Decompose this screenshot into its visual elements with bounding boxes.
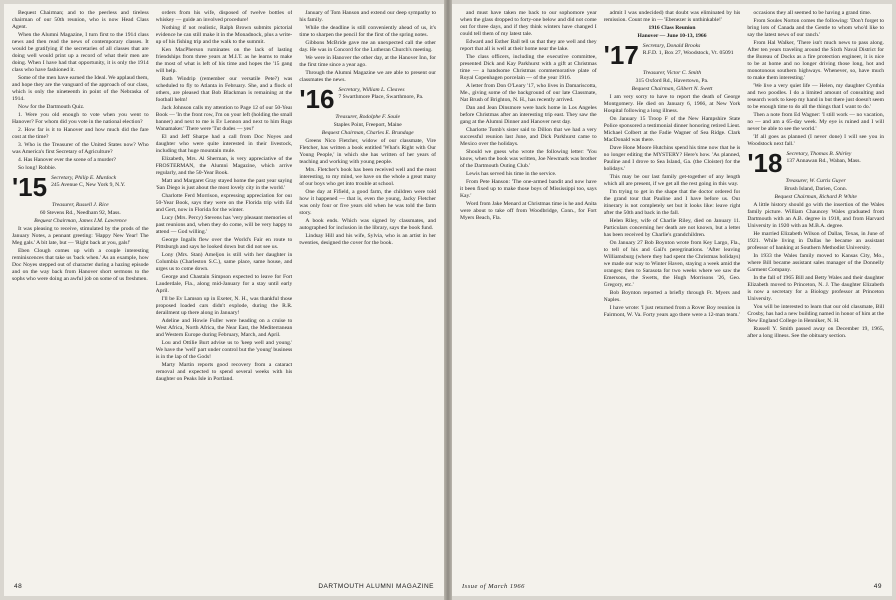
reunion-notice: 1916 Class Reunion [648, 25, 696, 31]
class-secretary: Secretary, Philip E. Murdock [51, 175, 117, 181]
column-paragraph: El and Jeff Sharpe had a call from Doc Noyes and daughter who were quite interested in their livestock, including that huge mountain mule. [155, 134, 293, 154]
left-page-number: 48 [14, 583, 23, 590]
left-footer [14, 583, 434, 590]
column-paragraph: I have wrote: 'I just returned from a Rover Boy reunion in Fairmont, W. Va. Forty years ago there were a 12-man team.' [603, 305, 741, 318]
column-paragraph: A book ends. Which was signed by classmates, and autographed for inclusion in the library, says the book fund. [299, 218, 437, 231]
column-paragraph: One day at Fifield, a good farm, the children were told how it happened — that is, even the young, Jacky Fletcher was only four or five years old when he was told the farm story. [299, 189, 437, 216]
column-paragraph: I am very sorry to have to report the death of George Montgomery. He died on January 6, 1966, at New York Hospital following a long illness. [603, 94, 741, 114]
left-columns [12, 10, 436, 574]
column-paragraph: From Hal Walker, 'There isn't much news to pass along. After ten years traveling around the Sixth Naval District for the Bureau of Docks as a fire protection engineer, it is nice to be at home and no longer driving those long, hot and monotonous southern highways. Whenever, so, have much to make them interesting.' [747, 40, 885, 81]
right-column-2 [604, 10, 741, 574]
class-bequest: Bequest Chairman, James I.M. Lawrence [34, 218, 127, 224]
class-header [299, 84, 436, 114]
class-secretary-addr: 7 Swarthmore Place, Swarthmore, Pa. [338, 94, 424, 100]
column-paragraph: Lindsay Hill and his wife, Sylvia, who is an artist in her twenties, designed the cover for the book. [299, 233, 437, 246]
magazine-title: DARTMOUTH ALUMNI MAGAZINE [318, 583, 434, 590]
column-paragraph: Charlotte Tomb's sister said to Dillon that we had a very successful reunion last June, and Dick Parkhurst came to Mexico over the holidays. [460, 127, 597, 147]
column-paragraph: Some of the men have earned the Ideal. We applaud them, and hope they are the vanguard of the approach of our class, which is only the nineteenth in point of the Nebraska of 1914. [12, 75, 149, 102]
column-paragraph: Greens Nico Fletcher, widow of our classmate, Vire Fletcher, has written a book entitled 'What's Right with Our Young People,' in which she has written of her years of teaching and working with young people. [299, 138, 437, 165]
column-paragraph: Lewis has served his time in the service. [466, 171, 557, 177]
column-paragraph: Dan and Jean Dinsmore were back home in Los Angeles before Christmas after an interesting trip east. They saw the gang at the Alumni Dinner and Hanover next day. [460, 105, 597, 125]
class-treasurer-addr: Staples Point, Freeport, Maine [333, 122, 402, 128]
column-paragraph: A little history should go with the insertion of the Wales family picture. William Chauncey Wales graduated from Dartmouth with an A.B. degree in 1918, and from Harvard University in 1920 with an M.B.A. degree. [747, 202, 885, 229]
column-paragraph: On January 15 Troop F of the New Hampshire State Police sponsored a testimonial dinner honoring retired Lieut. Michael Colbert at the Fadie Wagner of Sea Ridge. Clark MacDonald was there. [603, 116, 741, 143]
class-treasurer-addr: Brush Island, Darien, Conn. [784, 186, 848, 192]
column-paragraph: Lou and Ottilie Burt advise us to 'keep well and young.' We have the 'well' part under control but the 'young' business is in the lap of the Gods! [155, 340, 293, 360]
column-paragraph: Bequest Chairman; and to the peerless and tireless chairman of our 50th reunion, who is now Head Class Agent. [12, 10, 149, 30]
left-column-3 [299, 10, 436, 574]
left-page [4, 4, 444, 596]
column-paragraph: Gibbons McBride gave me an unexpected call the other day. He was in Concord for the Lutheran Church's meeting. [299, 40, 437, 53]
column-paragraph: George Ingalls flew over the World's Fair en route to Pittsburgh and says he looked down but did not see us. [155, 237, 293, 250]
column-paragraph: orders from his wife, disposed of twelve bottles of whiskey — guide an involved procedure! [155, 10, 293, 23]
class-year-number: '17 [603, 40, 639, 70]
class-year-number: '16 [299, 84, 335, 114]
column-paragraph: We were in Hanover the other day, at the Hanover Inn, for the first time since a year ago. [299, 55, 437, 68]
class-officers [51, 175, 125, 189]
class-treasurer-addr: 315 Oxford Rd., Havertown, Pa. [635, 78, 709, 84]
column-paragraph: Now for the Dartmouth Quiz. [18, 104, 85, 110]
column-paragraph: Adeline and Howie Fuller were heading on a cruise to West Africa, North Africa, the Near East, the Mediterranean and Western Europe during February, March, and April. [155, 318, 293, 338]
right-column-1 [460, 10, 597, 574]
column-paragraph: Should we guess who wrote the following letter: 'You know, when the book was written, Joe Newmark was brother of the Dartmouth Outing Club.' [460, 149, 597, 169]
left-column-1 [12, 10, 149, 574]
column-paragraph: Through the Alumni Magazine we are able to present our classmates the news. [299, 70, 437, 83]
class-officers [338, 87, 423, 101]
right-columns [460, 10, 884, 574]
right-page [452, 4, 892, 596]
right-footer [462, 583, 882, 590]
class-secretary-addr: R.F.D. 1, Box 27, Woodstock, Vt. 05091 [642, 50, 734, 56]
class-bequest: Bequest Chairman, Richard P. White [774, 194, 857, 200]
column-paragraph: Ken MacPherson ruminates on the lack of lasting friendships from three years at M.I.T. as he learns to make the most of what is left of his time and hopes the '15 gang will help. [155, 47, 293, 74]
class-secretary: Secretary, Thomas B. Shirley [786, 151, 852, 157]
class-treasurer: Treasurer, Victor C. Smith [642, 70, 702, 76]
column-paragraph: and must have taken me back to our sophomore year when the glass dropped to forty-one below and did not come out for three days, and if they think winters have changed I could tell them of my latest tale. [460, 10, 597, 37]
class-year-number: '18 [747, 148, 783, 178]
class-secretary-addr: 245 Avenue C, New York 9, N.Y. [51, 182, 126, 188]
column-paragraph: Ruth Windrip (remember our versatile Pete?) was scheduled to fly to Atlanta in February. She, and a flock of others, are pleased that Bob Blackman is remaining at the football helm! [155, 76, 293, 103]
class-treasurer: Treasurer, W. Curtis Guyer [785, 178, 846, 184]
class-bequest: Bequest Chairman, Gilbert N. Swett [631, 86, 713, 92]
column-paragraph: A letter from Don O'Leary '17, who lives in Damariscotta, Me., giving some of the background of our late Classmate, Nat Brush of Brighton, N. H., has recently arrived. [460, 83, 597, 103]
column-paragraph: The class officers, including the executive committee, presented Dick and Kay Parkhurst with a gift at Christmas time — a handsome Christmas commemorative plate of Royal Copenhagen porcelain — of the year 1916. [460, 54, 597, 81]
column-paragraph: 4. Has Hanover ever the scene of a murder? [18, 157, 116, 163]
right-page-number: 49 [873, 583, 882, 590]
class-header [603, 40, 741, 70]
column-paragraph: Mrs. Fletcher's book has been received well and the most interesting, to my mind, we have on the whole a great many of our boys who get into trouble at school. [299, 167, 437, 187]
column-paragraph: Edward and Esther Ball tell us that they are well and they report that all is well at their home near the lake. [460, 39, 597, 52]
class-header [12, 172, 149, 202]
column-paragraph: On January 27 Bob Boynton wrote from Key Largo, Fla., to tell of his and Gail's peregrinations. 'After leaving Williamsburg (where they had spent the Christmas holidays) we made our way to Winter Haven, staying a week amid the oranges; then to Sarasota for two weeks where we saw the Emersons, the Swetts, the Hugh Morrisons '26, Geo. Gregory, etc.' [603, 240, 741, 288]
column-paragraph: January of Tom Hanson and extend our deep sympathy to his family. [299, 10, 437, 23]
column-paragraph: Jack Johnson calls my attention to Page 12 of our 50-Year Book — 'In the front row, I'm on your left (holding the small banner) and next to me is Ev Lennon and next to him Rugs Wanamaker.' There were 'Tut dudes — yes!' [155, 105, 293, 132]
column-paragraph: When the Alumni Magazine, I turn first to the 1914 class news and then read the news of contemporary classes. It would be gratifying if the secretaries of all classes that are doing well would print up a record of what their men are doing. When I have had that opportunity, it is only the 1914 class who have fashioned it. [12, 32, 149, 73]
column-paragraph: Russell Y. Smith passed away on December 19, 1965, after a long illness. See the obituary section. [747, 326, 885, 339]
column-paragraph: Charlotte Ferd Morrison, expressing appreciation for our 50-Year Book, says they were on the Florida trip with Ed and Gert, now in Florida for the winter. [155, 193, 293, 213]
column-paragraph: He married Elizabeth Wilson of Dallas, Texas, in June of 1921. While living in Dallas he became an assistant professor of banking at Southern Methodist University. [747, 231, 885, 251]
class-treasurer-addr: 60 Stevens Rd., Needham 92, Mass. [39, 210, 121, 216]
class-officers [643, 43, 734, 57]
column-paragraph: Helen Riley, wife of Charlie Riley, died on January 11. Particulars concerning her death are not known, but a letter has been received by Charlie's grandchildren. [603, 218, 741, 238]
column-paragraph: From Pete Hanson: 'The one-armed bandit and now have it been fixed up to make those boys of Mississippi too, says Kay.' [460, 179, 597, 199]
column-paragraph: 2. How far is it to Hanover and how much did the fare cost at the time? [12, 127, 149, 140]
class-secretary: Secretary, Donald Brooks [642, 43, 701, 49]
class-treasurer: Treasurer, Rodolphe F. Soule [335, 114, 400, 120]
column-paragraph: It was pleasing to receive, stimulated by the prods of the January Notes, a pennant greeting: 'Happy New Year! The Meg gals.' A bit late, but — 'Right back at you, gals!' [12, 226, 149, 246]
column-paragraph: In 1933 the Wales family moved to Kansas City, Mo., where Bill became assistant sales manager of the Donnelly Garment Company. [747, 253, 885, 273]
column-paragraph: 1. Were you old enough to vote when you went to Hanover? For whom did you vote in the national election? [12, 112, 149, 125]
left-column-2 [156, 10, 293, 574]
right-column-3 [747, 10, 884, 574]
reunion-notice: Hanover — June 10-13, 1966 [637, 33, 707, 39]
class-header [747, 148, 884, 178]
class-bequest: Bequest Chairman, Charles E. Brundage [321, 130, 414, 136]
column-paragraph: Elizabeth, Mrs. Al Sherman, is very appreciative of the FROSTERMAN, the Alumni Magazine, which arrive regularly, and the 50-Year Book. [155, 156, 293, 176]
column-paragraph: This may be our last family get-together of any length which all are present, if we get all the rest going in this way. [603, 174, 741, 187]
column-paragraph: Nothing if not realistic, Ralph Brown submits pictorial evidence he can still make it in the Monadnock, plus a write-up of his fishing trip and the walk to the summit. [155, 25, 293, 45]
binding-gutter [444, 0, 452, 600]
column-paragraph: Eben Clough comes up with a couple interesting reminiscences that take us 'back when.' As an example, how Doc Noyes stepped out of character during a hazing episode and on the way back from Hanover short sermons to the sophs who were doing an awful job on some of us freshmen. [12, 248, 149, 282]
issue-date: Issue of March 1966 [462, 583, 525, 590]
column-paragraph: Then a note from Ed Wagner: 'I still work — no vacation, no — and am a 65-day week. My eye is ruined and I will never be able to see the world.' [747, 112, 885, 132]
column-paragraph: I'm trying to get in the shape that the doctor ordered for the grand tour that Pauline and I have before us. Our itinerary is not completely set but it looks like: leave right after the 50th and back in the fall. [603, 189, 741, 216]
column-paragraph: From Soules Norton comes the following: 'Don't forget to bring lots of Canada and the Gentle to whom who'd like to say the latest news of our ranch.' [747, 18, 885, 38]
column-paragraph: George and Chastain Simpson expected to leave for Fort Lauderdale, Fla., along mid-January for a stay until early April. [155, 274, 293, 294]
column-paragraph: I'll be Ev Lamson up in Exeter, N. H., was thankful those proposed loaded cars didn't explode, during the R.R. derailment up there along in January! [155, 296, 293, 316]
column-paragraph: Bob Boynton reported a briefly through Ft. Myers and Naples. [603, 290, 741, 303]
column-paragraph: 'We live a very quiet life — Helen, my daughter Cynthia and two poodles. I do a limited amount of consulting and research work to keep my hand in but there just doesn't seem to be enough time to do all the things that I want to do.' [747, 83, 885, 110]
column-paragraph: Marty Martin reports good recovery from a cataract removal and expected to spend several weeks with his daughter on Peaks Isle in Portland. [155, 362, 293, 382]
column-paragraph: occasions they all seemed to be having a grand time. [753, 10, 872, 16]
column-paragraph: Matt and Margaret Gray stayed home the past year saying 'San Diego is just about the most lovely city in the world.' [155, 178, 293, 191]
class-secretary-addr: 137 Annawan Rd., Waban, Mass. [786, 158, 861, 164]
column-paragraph: 'If all goes as planned (I never done) I will see you in Woodstock next fall.' [747, 134, 885, 147]
column-paragraph: Lucy (Mrs. Percy) Stevens has 'very pleasant memories of past reunions and, when they do come, will be very happy to attend — God willing.' [155, 215, 293, 235]
column-paragraph: 3. Who is the Treasurer of the United States now? Who was America's first Secretary of Agriculture? [12, 142, 149, 155]
class-secretary: Secretary, William L. Cleaves [338, 87, 405, 93]
column-paragraph: Word from Jake Menard at Christmas time is he and Anita were about to take off from Woodbridge, Conn., for Fort Myers Beach, Fla. [460, 201, 597, 221]
column-paragraph: Lony (Mrs. Stan) Ameljon is still with her daughter in Columbia (Charleston S.C.), same place, same house, and urges us to come down. [155, 252, 293, 272]
column-paragraph: Dave Hone Moore Hutchins spend his time now that he is no longer editing the MYSTERY? Here's how. 'As planned, Pauline and I drove to Sea Island, Ga. (the Cloister) for the holidays.' [603, 145, 741, 172]
column-paragraph: admit I was undecided) that doubt was eliminated by his remission. Count me in — 'Ebenezer is unthinkable!' [603, 10, 741, 23]
column-paragraph: You will be interested to learn that our old classmate, Bill Crosby, has had a new building named in honor of him at the New England College in Henniker, N. H. [747, 304, 885, 324]
column-paragraph: So long! Robbie. [18, 165, 57, 171]
column-paragraph: In the fall of 1965 Bill and Betty Wales and their daughter Elizabeth moved to Princeton, N. J. The daughter Elizabeth is now a secretary for a Biology professor at Princeton University. [747, 275, 885, 302]
class-officers [786, 151, 860, 165]
class-treasurer: Treasurer, Russell J. Rice [52, 202, 109, 208]
column-paragraph: While the deadline is still conveniently ahead of us, it's time to sharpen the pencil for the first of the spring notes. [299, 25, 437, 38]
class-year-number: '15 [12, 172, 48, 202]
